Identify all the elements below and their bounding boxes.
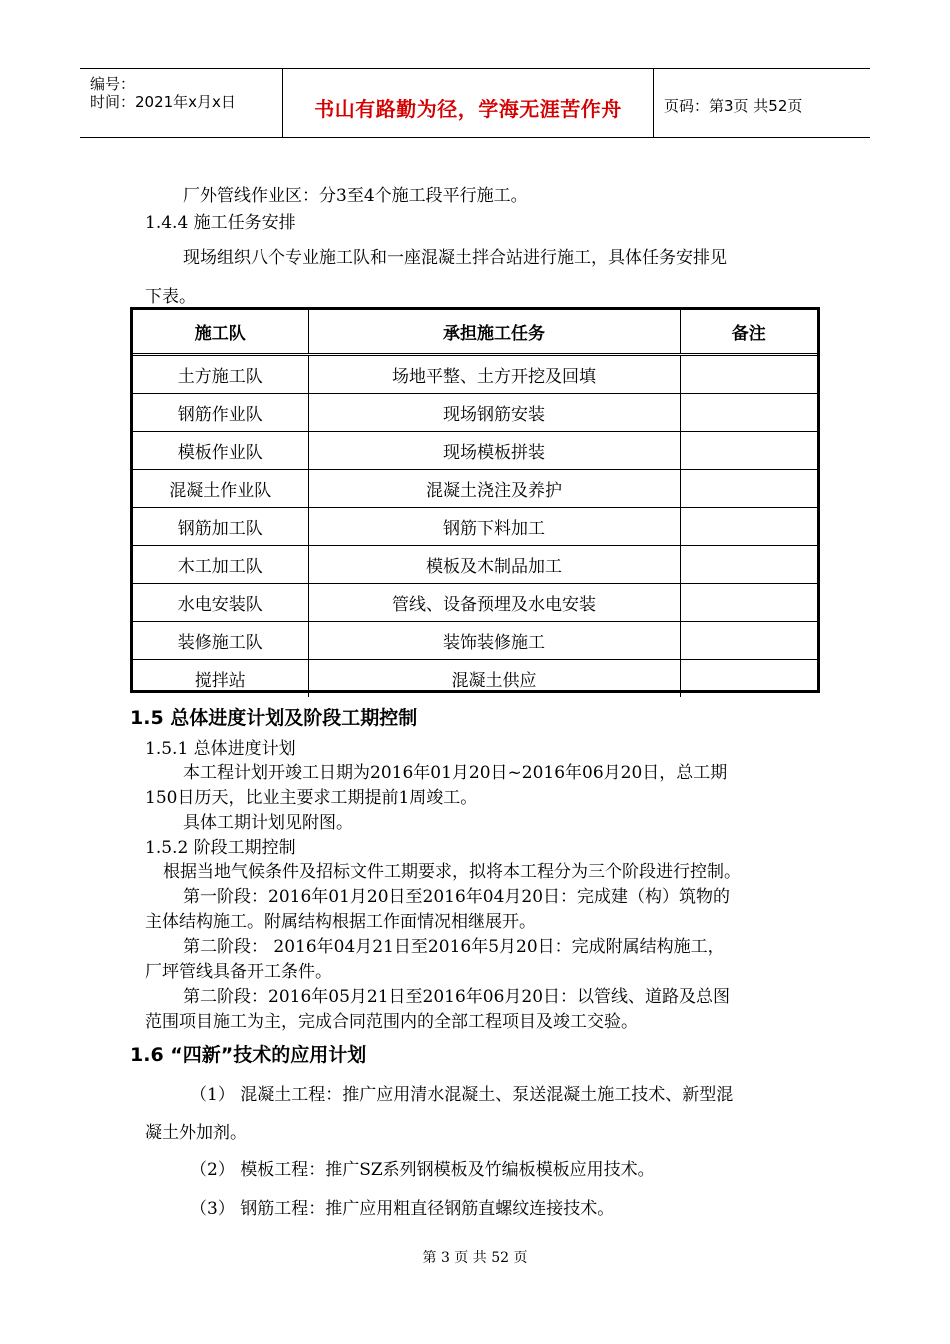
header-left-cell	[80, 69, 283, 137]
table-row	[133, 432, 817, 470]
header-center-cell	[283, 69, 654, 137]
paragraph-teams-b: 下表。	[145, 287, 196, 307]
team-cell: 装修施工队	[133, 622, 308, 660]
paragraph-schedule-a: 本工程计划开竣工日期为2016年01月20日~2016年06月20日，总工期	[183, 763, 728, 783]
paragraph-stage-one-b: 主体结构施工。附属结构根据工作面情况相继展开。	[145, 912, 536, 932]
header-task: 承担施工任务	[308, 310, 680, 355]
task-cell: 场地平整、土方开挖及回填	[308, 355, 680, 394]
paragraph-stage-two-a: 第二阶段： 2016年04月21日至2016年5月20日：完成附属结构施工，	[183, 937, 725, 957]
team-cell: 钢筋作业队	[133, 394, 308, 432]
table-row	[133, 584, 817, 622]
remark-cell	[680, 432, 817, 470]
table-row	[133, 508, 817, 546]
task-cell: 现场模板拼装	[308, 432, 680, 470]
paragraph-stage-one-a: 第一阶段：2016年01月20日至2016年04月20日：完成建（构）筑物的	[183, 887, 731, 907]
section-1-5-1: 1.5.1 总体进度计划	[145, 739, 296, 759]
page-info: 页码：第3页 共52页	[664, 97, 803, 115]
number-label: 编号：	[90, 75, 136, 93]
task-cell: 现场钢筋安装	[308, 394, 680, 432]
page-header	[80, 68, 870, 138]
header-remark: 备注	[680, 310, 817, 355]
task-cell: 管线、设备预埋及水电安装	[308, 584, 680, 622]
table-row	[133, 546, 817, 584]
remark-cell	[680, 394, 817, 432]
team-cell: 搅拌站	[133, 660, 308, 698]
section-1-5-heading: 1.5 总体进度计划及阶段工期控制	[130, 707, 418, 729]
table-row	[133, 355, 817, 394]
paragraph-attached-plan: 具体工期计划见附图。	[183, 813, 353, 833]
task-cell: 模板及木制品加工	[308, 546, 680, 584]
team-cell: 钢筋加工队	[133, 508, 308, 546]
time-label: 时间：2021年x月x日	[90, 93, 236, 111]
paragraph-plant-pipeline: 厂外管线作业区：分3至4个施工段平行施工。	[183, 186, 528, 206]
paragraph-three-stages: 根据当地气候条件及招标文件工期要求，拟将本工程分为三个阶段进行控制。	[163, 862, 741, 882]
task-table	[130, 307, 820, 693]
remark-cell	[680, 470, 817, 508]
task-cell: 混凝土浇注及养护	[308, 470, 680, 508]
paragraph-rebar: （3） 钢筋工程：推广应用粗直径钢筋直螺纹连接技术。	[190, 1199, 615, 1219]
table-row	[133, 660, 817, 698]
table-row	[133, 394, 817, 432]
section-1-4-4: 1.4.4 施工任务安排	[145, 213, 296, 233]
header-team: 施工队	[133, 310, 308, 355]
paragraph-schedule-b: 150日历天，比业主要求工期提前1周竣工。	[145, 788, 478, 808]
header-right-cell	[654, 69, 870, 137]
paragraph-concrete-b: 凝土外加剂。	[145, 1123, 247, 1143]
paragraph-concrete-a: （1） 混凝土工程：推广应用清水混凝土、泵送混凝土施工技术、新型混	[190, 1085, 734, 1105]
paragraph-stage-three-a: 第二阶段：2016年05月21日至2016年06月20日：以管线、道路及总图	[183, 987, 731, 1007]
remark-cell	[680, 622, 817, 660]
section-1-5-2: 1.5.2 阶段工期控制	[145, 838, 296, 858]
paragraph-teams-a: 现场组织八个专业施工队和一座混凝土拌合站进行施工，具体任务安排见	[183, 248, 727, 268]
task-cell: 装饰装修施工	[308, 622, 680, 660]
table-header-row	[133, 310, 817, 355]
team-cell: 土方施工队	[133, 355, 308, 394]
table-row	[133, 470, 817, 508]
task-cell: 钢筋下料加工	[308, 508, 680, 546]
team-cell: 木工加工队	[133, 546, 308, 584]
paragraph-stage-three-b: 范围项目施工为主，完成合同范围内的全部工程项目及竣工交验。	[145, 1012, 638, 1032]
team-cell: 水电安装队	[133, 584, 308, 622]
remark-cell	[680, 584, 817, 622]
remark-cell	[680, 355, 817, 394]
remark-cell	[680, 660, 817, 698]
header-motto: 书山有路勤为径，学海无涯苦作舟	[314, 97, 622, 121]
remark-cell	[680, 508, 817, 546]
remark-cell	[680, 546, 817, 584]
team-cell: 模板作业队	[133, 432, 308, 470]
task-cell: 混凝土供应	[308, 660, 680, 698]
table-row	[133, 622, 817, 660]
section-1-6-heading: 1.6 “四新”技术的应用计划	[130, 1044, 367, 1066]
team-cell: 混凝土作业队	[133, 470, 308, 508]
page-footer: 第 3 页 共 52 页	[422, 1250, 528, 1266]
paragraph-stage-two-b: 厂坪管线具备开工条件。	[145, 962, 332, 982]
paragraph-formwork: （2） 模板工程：推广SZ系列钢模板及竹编板模板应用技术。	[190, 1160, 655, 1180]
